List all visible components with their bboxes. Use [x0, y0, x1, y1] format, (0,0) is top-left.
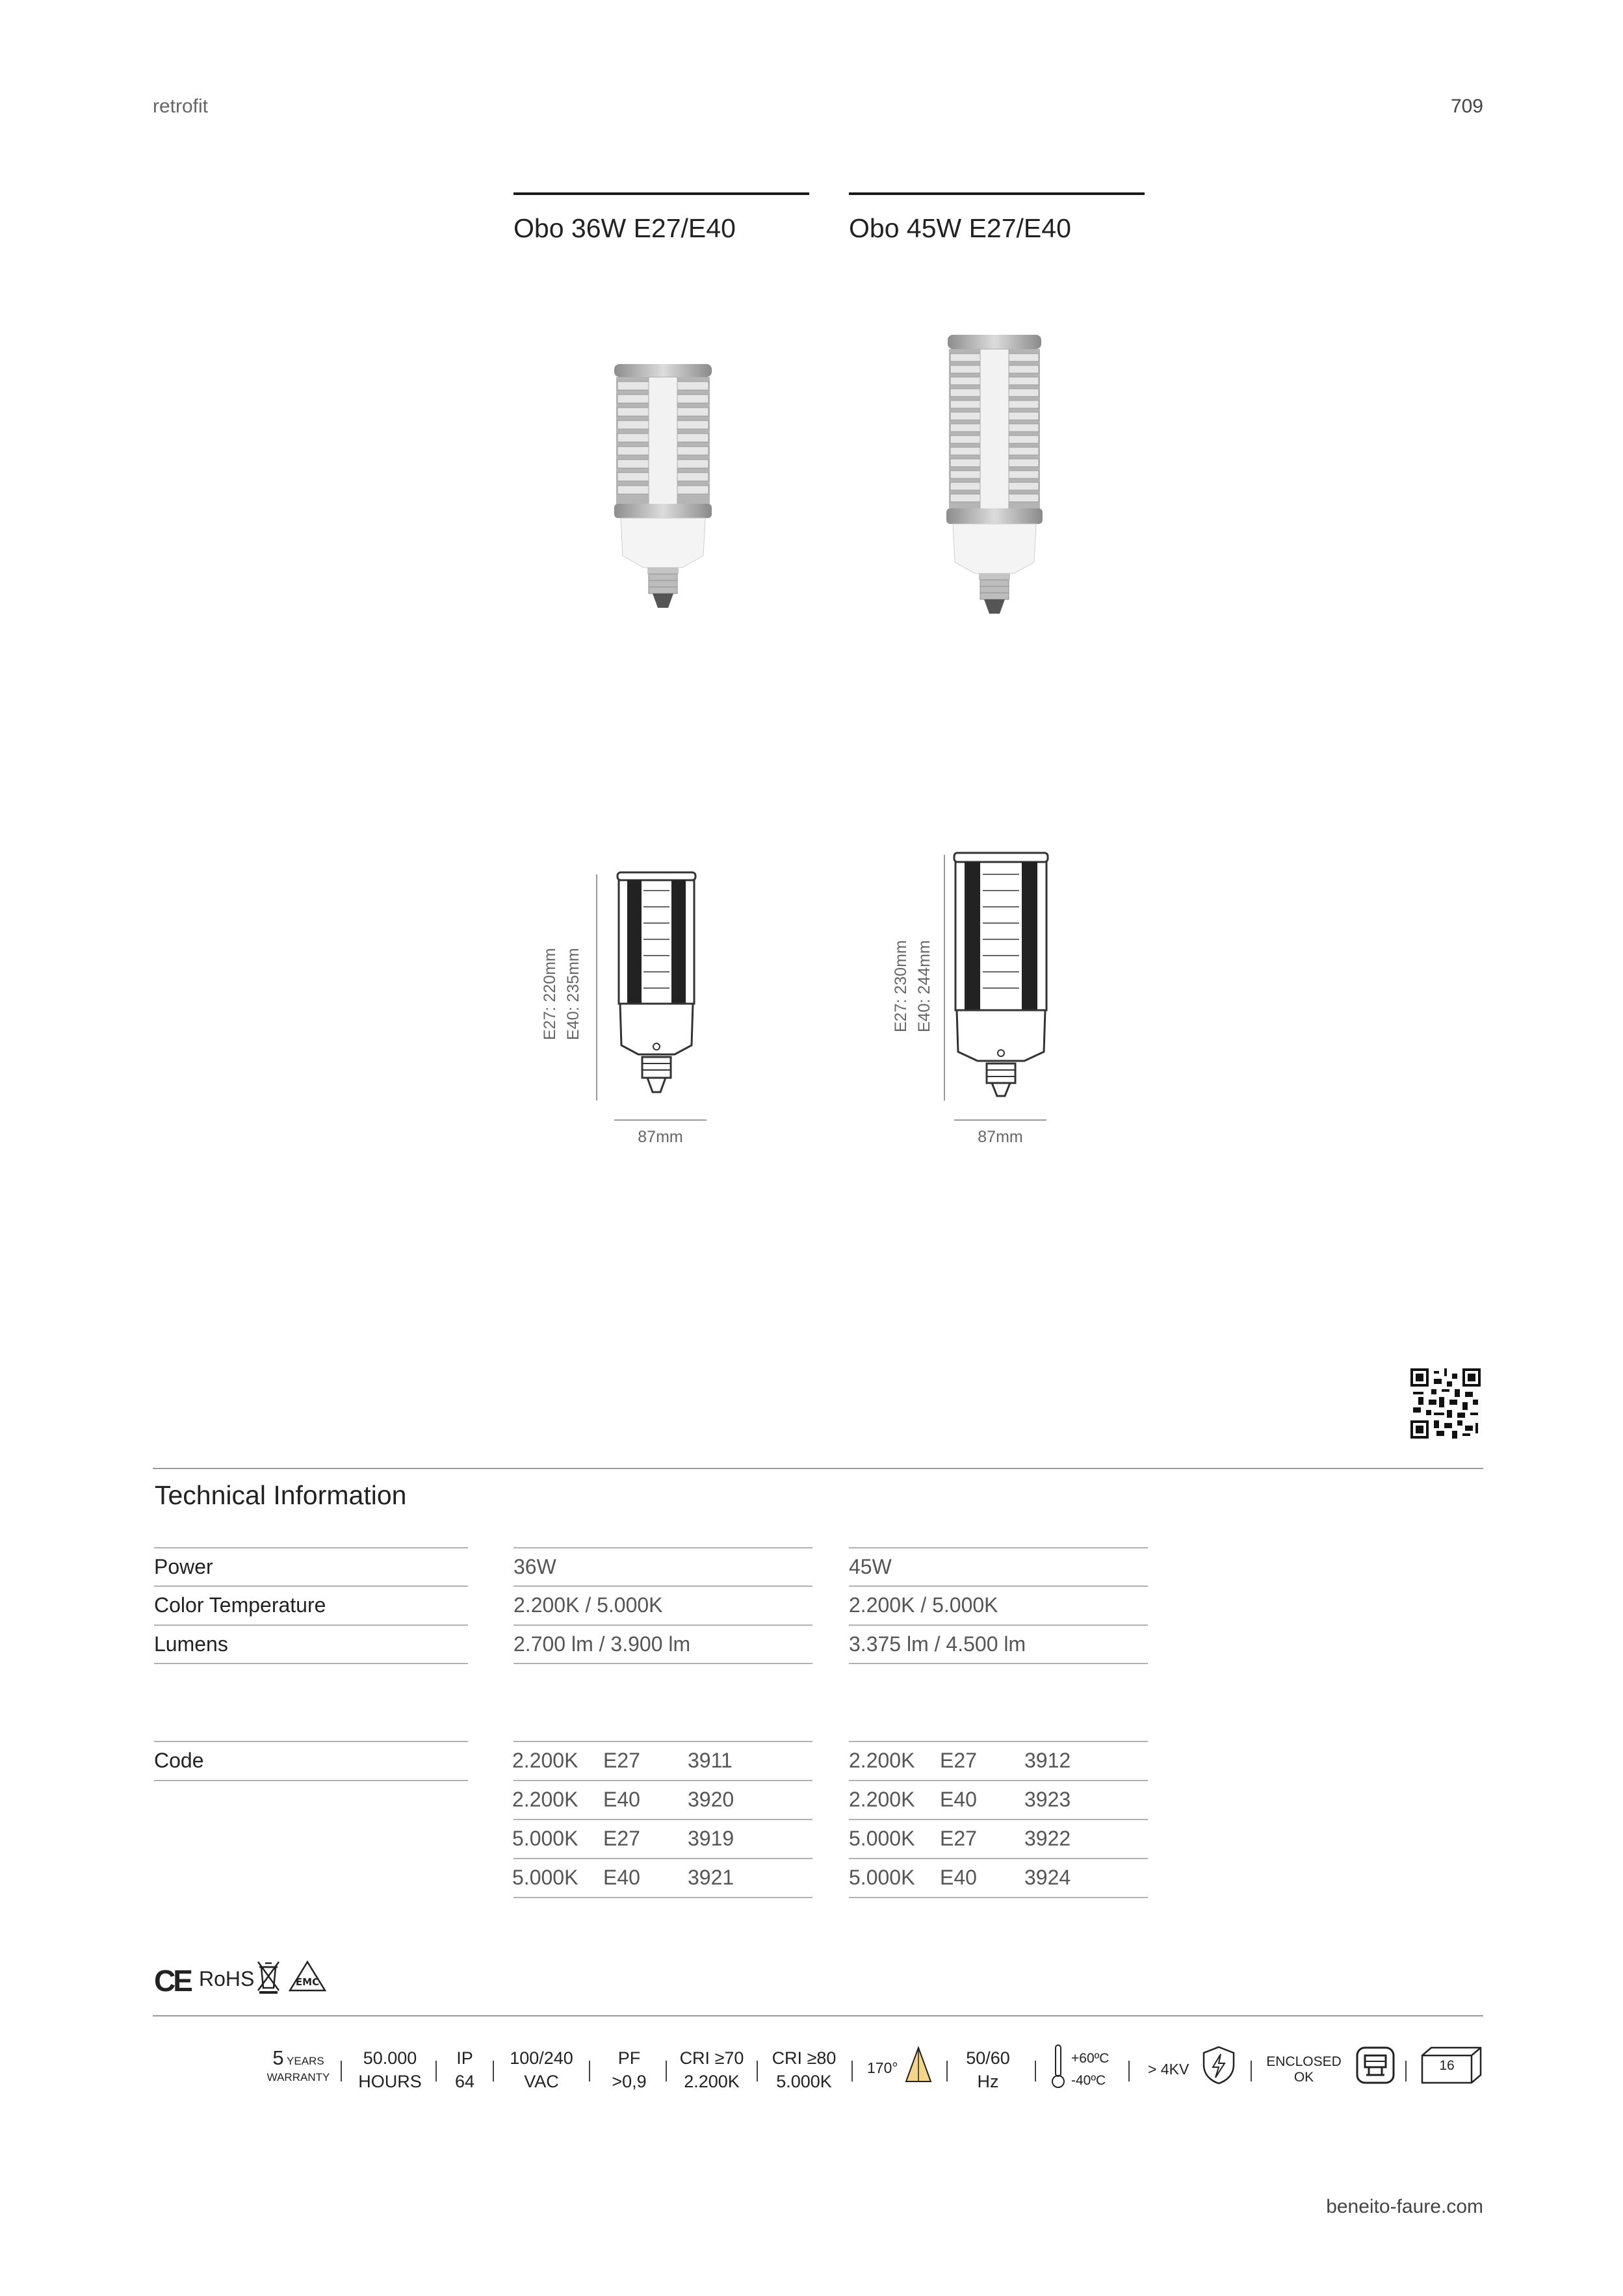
- cri80-label: CRI ≥80: [772, 2048, 837, 2068]
- code-base: E27: [603, 1827, 640, 1850]
- label-rule: [154, 1663, 468, 1664]
- product-1-dim-width: 87mm: [638, 1128, 683, 1146]
- temp-max: +60ºC: [1071, 2051, 1110, 2066]
- ce-mark: CE: [154, 1964, 190, 1998]
- warranty-label-2: WARRANTY: [266, 2071, 330, 2083]
- lumens-value-2: 3.375 lm / 4.500 lm: [849, 1632, 1026, 1656]
- ip-rating: [442, 2046, 487, 2093]
- code-cct: 5.000K: [512, 1866, 578, 1889]
- code-cct: 2.200K: [512, 1788, 578, 1811]
- product-1-title-rule: [513, 192, 809, 195]
- col2-rule: [849, 1624, 1148, 1626]
- warranty-label-1: YEARS: [287, 2055, 324, 2067]
- feature-separator: [757, 2061, 758, 2081]
- weee-bin-icon: [255, 1959, 281, 1994]
- cri70-label: CRI ≥70: [679, 2048, 744, 2068]
- code-base: E40: [940, 1788, 977, 1811]
- beam-angle-icon: [903, 2045, 933, 2084]
- hours-label: HOURS: [358, 2072, 422, 2091]
- voltage-label: VAC: [524, 2072, 559, 2091]
- emc-label: EMC: [295, 1976, 320, 1988]
- cri70-cct: 2.200K: [684, 2072, 740, 2091]
- code-col2-rule: [849, 1819, 1148, 1820]
- website[interactable]: beneito-faure.com: [1326, 2196, 1483, 2217]
- product-2-drawing: [936, 852, 1066, 1105]
- lumens-label: Lumens: [154, 1632, 228, 1656]
- power-value-1: 36W: [513, 1555, 556, 1578]
- product-2-title-rule: [849, 192, 1145, 195]
- frequency: [953, 2046, 1023, 2093]
- col1-rule: [513, 1547, 812, 1548]
- cri-80: [762, 2046, 846, 2093]
- code-number: 3911: [688, 1749, 733, 1772]
- product-1-photo: [585, 348, 741, 627]
- freq-label: Hz: [977, 2072, 999, 2091]
- ip-label: IP: [456, 2048, 473, 2068]
- warranty-icon: [263, 2046, 333, 2086]
- feature-separator: [1035, 2061, 1036, 2081]
- feature-separator: [435, 2061, 437, 2081]
- code-col1-rule: [513, 1780, 812, 1781]
- pf-value: >0,9: [612, 2072, 647, 2091]
- product-1-height-line: [596, 874, 597, 1101]
- warranty-years: 5: [272, 2046, 284, 2069]
- code-base: E27: [940, 1827, 977, 1850]
- ip-value: 64: [454, 2072, 475, 2091]
- code-cct: 2.200K: [849, 1788, 915, 1811]
- page-number: 709: [1450, 96, 1483, 117]
- product-2-height-line: [944, 855, 945, 1101]
- power-value-2: 45W: [849, 1555, 892, 1578]
- enclosed-luminaire-icon: [1355, 2045, 1396, 2085]
- code-base: E40: [603, 1788, 640, 1811]
- code-label-rule: [154, 1780, 468, 1781]
- cri80-cct: 5.000K: [776, 2072, 832, 2091]
- code-base: E27: [603, 1749, 640, 1772]
- col1-rule: [513, 1585, 812, 1587]
- cri-70: [671, 2046, 753, 2093]
- product-1-dim-height-e27: E27: 220mm: [541, 948, 559, 1040]
- voltage: [500, 2046, 582, 2093]
- code-cct: 5.000K: [849, 1866, 915, 1889]
- thermometer-icon: [1050, 2044, 1066, 2089]
- code-cct: 2.200K: [849, 1749, 915, 1772]
- features-section-rule: [153, 2015, 1483, 2016]
- code-col2-rule: [849, 1780, 1148, 1781]
- code-number: 3921: [688, 1866, 734, 1889]
- feature-separator: [666, 2061, 667, 2081]
- technical-section-rule: [153, 1468, 1483, 1469]
- code-col2-rule: [849, 1897, 1148, 1898]
- col2-rule: [849, 1663, 1148, 1664]
- feature-separator: [1251, 2061, 1252, 2081]
- code-col1-rule: [513, 1819, 812, 1820]
- code-label: Code: [154, 1749, 204, 1772]
- code-base: E40: [603, 1866, 640, 1889]
- code-number: 3912: [1024, 1749, 1071, 1772]
- rohs-mark: RoHS: [199, 1967, 255, 1990]
- col2-rule: [849, 1585, 1148, 1587]
- code-base: E27: [940, 1749, 977, 1772]
- feature-separator: [589, 2061, 590, 2081]
- power-label: Power: [154, 1555, 213, 1578]
- feature-separator: [1405, 2061, 1407, 2081]
- hours-value: 50.000: [363, 2048, 417, 2068]
- box-quantity-value: 16: [1439, 2058, 1455, 2073]
- product-1-width-line: [614, 1119, 707, 1121]
- color-temperature-value-1: 2.200K / 5.000K: [513, 1593, 663, 1617]
- section-label: retrofit: [153, 96, 209, 117]
- product-2-photo: [916, 325, 1072, 631]
- col1-rule: [513, 1624, 812, 1626]
- label-rule: [154, 1585, 468, 1587]
- code-col1-rule: [513, 1858, 812, 1859]
- product-2-dim-height-e27: E27: 230mm: [892, 940, 910, 1032]
- product-1-drawing: [591, 871, 721, 1105]
- temperature-range: [1071, 2048, 1109, 2092]
- emc-icon: [289, 1961, 326, 1993]
- feature-separator: [493, 2061, 494, 2081]
- code-cct: 5.000K: [512, 1827, 578, 1850]
- code-col2-rule: [849, 1741, 1148, 1742]
- code-base: E40: [940, 1866, 977, 1889]
- product-2-dim-height-e40: E40: 244mm: [915, 940, 933, 1032]
- enclosed-label-1: ENCLOSED: [1266, 2054, 1342, 2069]
- product-2-dim-width: 87mm: [978, 1128, 1023, 1146]
- freq-value: 50/60: [966, 2048, 1010, 2068]
- surge-shield-icon: [1201, 2045, 1236, 2085]
- code-col1-rule: [513, 1741, 812, 1742]
- code-number: 3923: [1024, 1788, 1071, 1811]
- enclosed-ok: [1265, 2054, 1343, 2085]
- product-2-title: Obo 45W E27/E40: [849, 213, 1071, 243]
- pf-label: PF: [617, 2048, 641, 2068]
- voltage-value: 100/240: [510, 2048, 573, 2068]
- code-cct: 2.200K: [512, 1749, 578, 1772]
- feature-separator: [851, 2061, 853, 2081]
- code-number: 3919: [688, 1827, 734, 1850]
- code-label-rule: [154, 1741, 468, 1742]
- col1-rule: [513, 1663, 812, 1664]
- label-rule: [154, 1547, 468, 1548]
- code-number: 3924: [1024, 1866, 1071, 1889]
- product-2-width-line: [954, 1119, 1046, 1121]
- feature-separator: [1128, 2061, 1130, 2081]
- lumens-value-1: 2.700 lm / 3.900 lm: [513, 1632, 691, 1656]
- qr-code[interactable]: [1410, 1368, 1481, 1439]
- technical-title: Technical Information: [155, 1480, 407, 1510]
- code-col2-rule: [849, 1858, 1148, 1859]
- feature-separator: [341, 2061, 342, 2081]
- color-temperature-value-2: 2.200K / 5.000K: [849, 1593, 998, 1617]
- code-number: 3920: [688, 1788, 734, 1811]
- product-1-dim-height-e40: E40: 235mm: [564, 948, 582, 1040]
- surge-protection-value: > 4KV: [1148, 2061, 1189, 2078]
- col2-rule: [849, 1547, 1148, 1548]
- color-temperature-label: Color Temperature: [154, 1593, 326, 1617]
- label-rule: [154, 1624, 468, 1626]
- code-cct: 5.000K: [849, 1827, 915, 1850]
- enclosed-label-2: OK: [1293, 2070, 1314, 2085]
- code-number: 3922: [1024, 1827, 1071, 1850]
- power-factor: [597, 2046, 662, 2093]
- temp-min: -40ºC: [1071, 2073, 1106, 2088]
- code-col1-rule: [513, 1897, 812, 1898]
- feature-separator: [946, 2061, 948, 2081]
- beam-angle-value: 170°: [867, 2059, 898, 2076]
- product-1-title: Obo 36W E27/E40: [513, 213, 736, 243]
- lifetime-hours: [351, 2046, 429, 2093]
